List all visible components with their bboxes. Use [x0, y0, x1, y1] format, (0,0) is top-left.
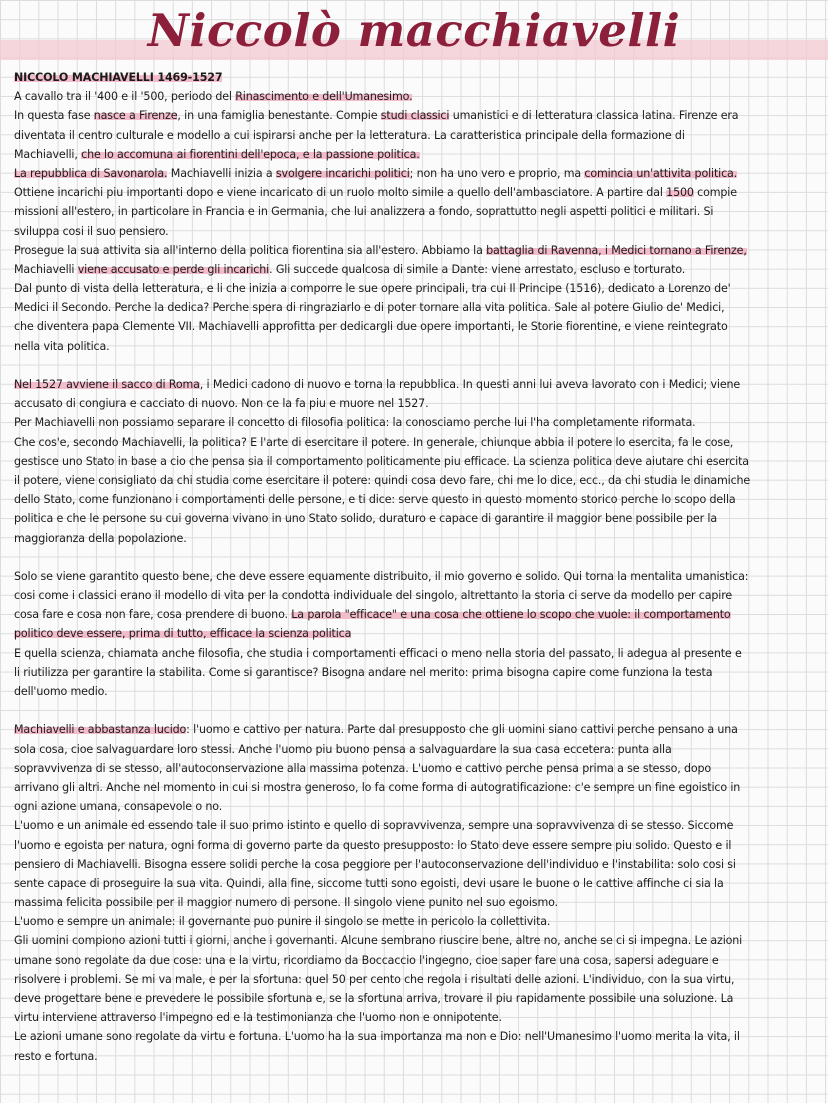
- text-segment: E quella scienza, chiamata anche filosofia, che studia i comportamenti efficaci o meno nella storia del passato, li adegua al presente e: [14, 646, 742, 660]
- text-line: [14, 298, 814, 317]
- highlighted-text: 1500: [666, 186, 694, 200]
- text-segment: L'uomo e sempre un animale: il governante puo punire il singolo se mette in pericolo la collettivita.: [14, 915, 551, 929]
- text-line: [14, 663, 814, 682]
- text-segment: li riutilizza per garantire la stabilita. Come si garantisce? Bisogna andare nel merito: prima bisogna capire come funziona la testa: [14, 665, 713, 679]
- text-segment: massima felicita possibile per il maggior numero di persone. Il singolo viene punito nel suo egoismo.: [14, 896, 558, 910]
- text-segment: Ottiene incarichi piu importanti dopo e viene incaricato di un ruolo molto simile a quello dell'ambasciatore. A partire dal: [14, 186, 667, 200]
- text-line: [14, 912, 814, 931]
- text-line: [14, 164, 814, 183]
- text-line: [14, 855, 814, 874]
- text-segment: risolvere i problemi. Se mi va male, e per la sfortuna: quel 50 per cento che regola i risultati delle azioni. L'individuo, con la sua virtu,: [14, 972, 735, 986]
- text-segment: cosi come i classici erano il modello di vita per la condotta individuale del singolo, altrettanto la storia ci serve da modello per capire: [14, 589, 733, 603]
- text-segment: . Gli succede qualcosa di simile a Dante: viene arrestato, escluso e torturato.: [269, 262, 686, 276]
- text-segment: Le azioni umane sono regolate da virtu e fortuna. L'uomo ha la sua importanza ma non e Dio: nell'Umanesimo l'uomo merita la vita, il: [14, 1030, 740, 1044]
- highlighted-text: La repubblica di Savonarola.: [14, 166, 168, 180]
- text-segment: : l'uomo e cattivo per natura. Parte dal presupposto che gli uomini siano cattivi perche pensano a una: [186, 723, 738, 737]
- text-segment: Dal punto di vista della letteratura, e li che inizia a comporre le sue opere principali, tra cui Il Principe (1516), dedicato a Lorenzo de': [14, 282, 731, 296]
- text-line: [14, 260, 814, 279]
- text-segment: ; non ha uno vero e proprio, ma: [409, 166, 585, 180]
- highlighted-text: Machiavelli e abbastanza lucido: [14, 723, 187, 737]
- page-title: Niccolò macchiavelli: [147, 4, 681, 57]
- highlighted-text: La parola "efficace" e una cosa che ottiene lo scopo che vuole: il comportamento: [291, 608, 731, 622]
- text-segment: politica e che le persone su cui governa vivano in uno Stato solido, duraturo e capace di garantire il maggior bene possibile per la: [14, 512, 717, 526]
- text-line: [14, 951, 814, 970]
- text-line: [14, 126, 814, 145]
- text-segment: maggioranza della popolazione.: [14, 531, 187, 545]
- text-line: [14, 682, 814, 701]
- text-line: [14, 605, 814, 624]
- text-line: [14, 222, 814, 241]
- text-line: [14, 720, 814, 739]
- text-line: [14, 106, 814, 125]
- text-segment: Solo se viene garantito questo bene, che deve essere equamente distribuito, il mio governo e solido. Qui torna la mentalita umanistica:: [14, 569, 749, 583]
- text-segment: Prosegue la sua attivita sia all'interno della politica fiorentina sia all'estero. Abbiamo la: [14, 243, 487, 257]
- text-segment: Machiavelli,: [14, 147, 82, 161]
- text-segment: accusato di congiura e cacciato di nuovo. Non ce la fa piu e muore nel 1527.: [14, 397, 429, 411]
- text-segment: umanistici e di letteratura classica latina. Firenze era: [449, 109, 739, 123]
- text-segment: Medici il Secondo. Perche la dedica? Perche spera di ringraziarlo e di poter tornare alla vita politica. Sale al potere Giulio de' Medici,: [14, 301, 725, 315]
- text-line: [14, 759, 814, 778]
- text-segment: sviluppa cosi il suo pensiero.: [14, 224, 169, 238]
- text-segment: L'uomo e un animale ed essendo tale il suo primo istinto e quello di sopravvivenza, sempre una sopravvivenza di se stesso. Siccome: [14, 819, 734, 833]
- highlighted-text: studi classici: [380, 109, 450, 123]
- text-line: [14, 145, 814, 164]
- text-segment: Machiavelli: [14, 262, 78, 276]
- text-segment: il potere, viene consigliato da chi studia come esercitare il potere: quindi cosa devo fare, chi me lo dice, ecc., da chi studia le dinamiche: [14, 473, 751, 487]
- text-line: [14, 989, 814, 1008]
- text-line: [14, 471, 814, 490]
- text-segment: cosa fare e cosa non fare, cosa prendere di buono.: [14, 608, 292, 622]
- text-segment: umane sono regolate da due cose: una e la virtu, ricordiamo da Boccaccio l'ingegno, cioe saper fare una cosa, sapersi adeguare e: [14, 953, 719, 967]
- text-line: [14, 202, 814, 221]
- text-segment: l'uomo e egoista per natura, ogni forma di governo parte da questo presupposto: lo Stato deve essere sempre piu solido. Questo e il: [14, 838, 732, 852]
- highlighted-text: svolgere incarichi politici: [275, 166, 410, 180]
- highlighted-text: nasce a Firenze: [93, 109, 178, 123]
- highlighted-text: che lo accomuna ai fiorentini dell'epoca, e la passione politica.: [81, 147, 420, 161]
- paragraph-gap: [14, 701, 814, 720]
- text-segment: compie: [693, 186, 737, 200]
- text-line: [14, 1027, 814, 1046]
- text-segment: sopravvivenza di se stesso, all'autoconservazione alla massima potenza. L'uomo e cattivo perche pensa prima a se stesso, dopo: [14, 761, 712, 775]
- text-segment: sola cosa, cioe salvaguardare loro stessi. Anche l'uomo piu buono pensa a salvaguardare la sua casa eccetera: punta alla: [14, 742, 672, 756]
- highlighted-text: NICCOLO MACHIAVELLI 1469-1527: [14, 71, 223, 84]
- text-line: [14, 778, 814, 797]
- text-segment: virtu interviene attraverso l'impegno ed e la testimonianza che l'uomo non e onnipotente.: [14, 1011, 502, 1025]
- text-line: [14, 490, 814, 509]
- text-line: [14, 874, 814, 893]
- text-line: [14, 337, 814, 356]
- highlighted-text: Nel 1527 avviene il sacco di Roma: [14, 378, 200, 391]
- text-line: [14, 624, 814, 643]
- highlighted-text: comincia un'attivita politica.: [584, 166, 738, 180]
- text-segment: sente capace di proseguire la sua vita. Quindi, alla fine, siccome tutti sono egoisti, devi usare le buone o le cattive affinche ci sia la: [14, 876, 724, 890]
- text-segment: gestisce uno Stato in base a cio che pensa sia il comportamento politicamente piu efficace. La scienza politica deve aiutare chi esercita: [14, 454, 749, 468]
- text-line: [14, 433, 814, 452]
- text-segment: Per Machiavelli non possiamo separare il concetto di filosofia politica: la conosciamo perche lui l'ha completamente riformata.: [14, 416, 696, 430]
- text-line: [14, 87, 814, 106]
- text-segment: Machiavelli inizia a: [167, 166, 276, 180]
- paragraph-gap: [14, 356, 814, 375]
- text-line: [14, 586, 814, 605]
- text-line: [14, 375, 814, 394]
- text-line: [14, 183, 814, 202]
- text-segment: diventata il centro culturale e modello a cui ispirarsi anche per la letteratura. La caratteristica principale della formazione di: [14, 128, 685, 142]
- text-line: [14, 970, 814, 989]
- text-line: [14, 740, 814, 759]
- notes-body: [14, 68, 814, 1066]
- text-segment: deve progettare bene e prevedere le possibile sfortuna e, se la sfortuna arriva, trovare il piu rapidamente possibile una soluzione. La: [14, 992, 734, 1005]
- highlighted-text: Rinascimento e dell'Umanesimo.: [235, 90, 413, 104]
- text-segment: , i Medici cadono di nuovo e torna la repubblica. In questi anni lui aveva lavorato con i Medici; viene: [199, 378, 741, 391]
- text-line: [14, 1047, 814, 1066]
- highlighted-text: politico deve essere, prima di tutto, efficace la scienza politica: [14, 627, 352, 641]
- text-segment: dello Stato, come funzionano i comportamenti delle persone, e ti dice: serve questo in questo momento storico perche lo scopo della: [14, 493, 736, 507]
- text-segment: A cavallo tra il '400 e il '500, periodo del: [14, 90, 236, 104]
- text-segment: Gli uomini compiono azioni tutti i giorni, anche i governanti. Alcune sembrano riuscire bene, altre no, anche se ci si impegna. Le azioni: [14, 934, 743, 948]
- text-segment: ogni azione umana, consapevole o no.: [14, 800, 223, 814]
- paragraph-gap: [14, 548, 814, 567]
- text-line: [14, 893, 814, 912]
- text-line: [14, 797, 814, 816]
- text-line: [14, 1008, 814, 1027]
- section-heading: [14, 68, 814, 87]
- text-segment: , in una famiglia benestante. Compie: [177, 109, 381, 123]
- text-segment: In questa fase: [14, 109, 94, 123]
- text-line: [14, 529, 814, 548]
- text-line: [14, 836, 814, 855]
- text-line: [14, 452, 814, 471]
- text-segment: missioni all'estero, in particolare in Francia e in Germania, che lui analizzera a fondo, soprattutto negli aspetti politici e militari. Si: [14, 205, 714, 219]
- text-line: [14, 394, 814, 413]
- text-segment: arrivano gli altri. Anche nel momento in cui si mostra generoso, lo fa come forma di autogratificazione: c'e sempre un fine egoistico in: [14, 780, 741, 794]
- text-line: [14, 317, 814, 336]
- highlighted-text: viene accusato e perde gli incarichi: [77, 262, 270, 276]
- text-segment: dell'uomo medio.: [14, 685, 108, 698]
- text-line: [14, 931, 814, 950]
- text-segment: nella vita politica.: [14, 339, 110, 353]
- text-line: [14, 644, 814, 663]
- text-line: [14, 413, 814, 432]
- text-line: [14, 567, 814, 586]
- text-segment: resto e fortuna.: [14, 1049, 98, 1063]
- text-line: [14, 241, 814, 260]
- text-segment: pensiero di Machiavelli. Bisogna essere solidi perche la cosa peggiore per l'autoconservazione dell'individuo e l'instabilita: solo cosi si: [14, 857, 736, 871]
- highlighted-text: battaglia di Ravenna, i Medici tornano a Firenze,: [486, 243, 747, 257]
- text-line: [14, 279, 814, 298]
- text-line: [14, 816, 814, 835]
- text-segment: Che cos'e, secondo Machiavelli, la politica? E l'arte di esercitare il potere. In generale, chiunque abbia il potere lo esercita, fa le cose,: [14, 435, 734, 449]
- text-line: [14, 509, 814, 528]
- text-segment: che diventera papa Clemente VII. Machiavelli approfitta per dedicargli due opere importanti, le Storie fiorentine, e viene reintegrato: [14, 320, 728, 334]
